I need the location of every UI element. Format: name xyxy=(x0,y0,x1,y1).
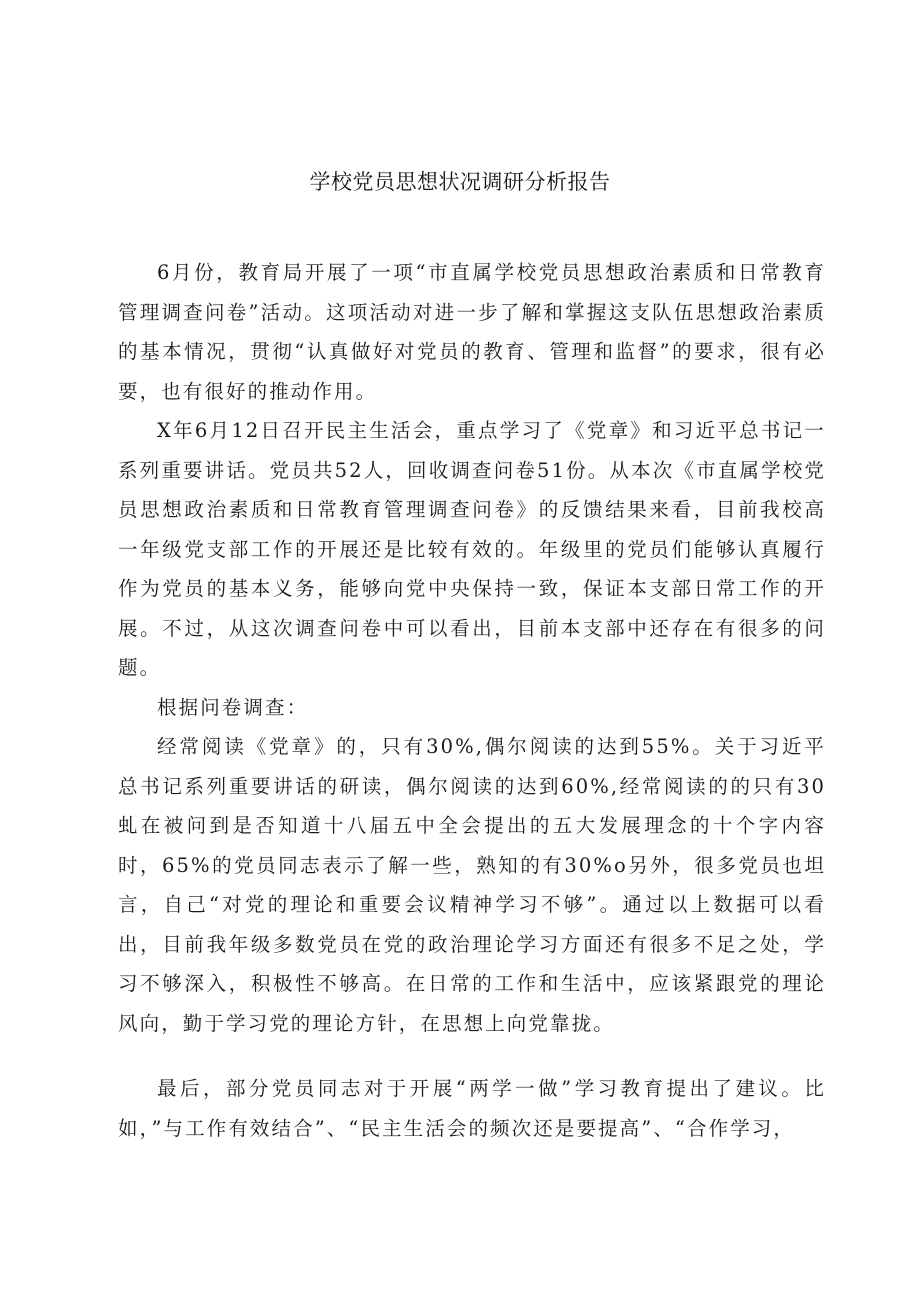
paragraph-suggestions: 最后，部分党员同志对于开展“两学一做”学习教育提出了建议。比如，”与工作有效结合”、“民主生活会的频次还是要提高”、“合作学习， xyxy=(118,1077,826,1140)
document-title: 学校党员思想状况调研分析报告 xyxy=(309,170,611,194)
document-body xyxy=(118,253,826,1148)
paragraph-intro: 6月份，教育局开展了一项“市直属学校党员思想政治素质和日常教育管理调查问卷”活动。这项活动对进一步了解和掌握这支队伍思想政治素质的基本情况，贯彻“认真做好对党员的教育、管理和监督”的要求，很有必要，也有很好的推动作用。 xyxy=(118,261,826,403)
paragraph-survey-heading: 根据问卷调查： xyxy=(157,695,309,719)
paragraph-meeting: X年6月12日召开民主生活会，重点学习了《党章》和习近平总书记一系列重要讲话。党员共52人，回收调查问卷51份。从本次《市直属学校党员思想政治素质和日常教育管理调查问卷》的反馈结果来看，目前我校高一年级党支部工作的开展还是比较有效的。年级里的党员们能够认真履行作为党员的基本义务，能够向党中央保持一致，保证本支部日常工作的开展。不过，从这次调查问卷中可以看出，目前本支部中还存在有很多的问题。 xyxy=(118,419,826,679)
paragraph-survey-results: 经常阅读《党章》的，只有30%,偶尔阅读的达到55%。关于习近平总书记系列重要讲话的研读，偶尔阅读的达到60%,经常阅读的的只有30虬在被问到是否知道十八届五中全会提出的五大发展理念的十个字内容时，65%的党员同志表示了解一些，熟知的有30%o另外，很多党员也坦言，自己“对党的理论和重要会议精神学习不够”。通过以上数据可以看出，目前我年级多数党员在党的政治理论学习方面还有很多不足之处，学习不够深入，积极性不够高。在日常的工作和生活中，应该紧跟党的理论风向，勤于学习党的理论方针，在思想上向党靠拢。 xyxy=(118,735,826,1035)
